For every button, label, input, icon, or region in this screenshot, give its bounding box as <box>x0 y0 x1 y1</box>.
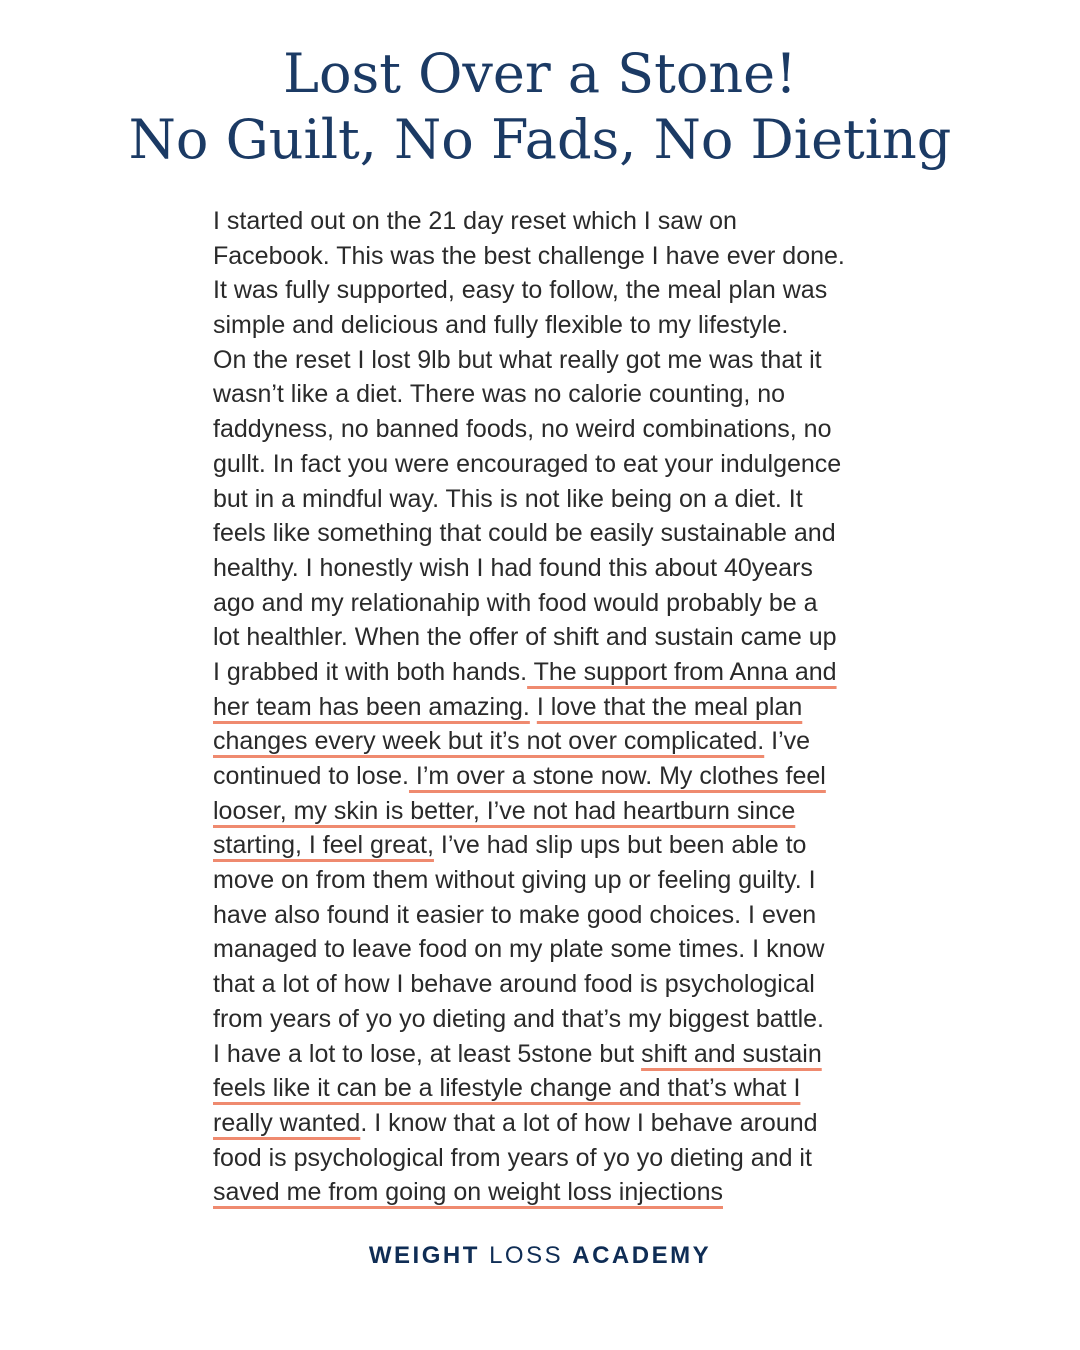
testimonial-text: On the reset I lost 9lb but what really got me was that it <box>213 345 822 374</box>
testimonial-text <box>530 693 537 721</box>
testimonial-text: Facebook. This was the best challenge I have ever done. <box>213 241 845 270</box>
testimonial-line <box>213 377 953 412</box>
highlighted-text: saved me from going on weight loss injections <box>213 1178 723 1207</box>
highlighted-text: looser, my skin is better, I’ve not had heartburn since <box>213 796 796 825</box>
testimonial-line <box>213 482 953 517</box>
testimonial-text: feels like something that could be easily sustainable and <box>213 519 836 548</box>
brand-logo <box>0 1240 1080 1272</box>
testimonial-text: wasn’t like a diet. There was no calorie counting, no <box>213 380 786 409</box>
brand-word-loss: LOSS <box>489 1242 564 1269</box>
testimonial-line <box>213 794 953 829</box>
testimonial-line <box>213 759 953 794</box>
headline-line-1: Lost Over a Stone! <box>283 42 797 105</box>
highlighted-text: changes every week but it’s not over complicated. <box>213 727 765 756</box>
highlighted-text: I’m over a stone now. My clothes feel <box>408 762 826 790</box>
highlighted-text: I love that the meal plan <box>536 692 803 721</box>
highlighted-text: The support from Anna and <box>527 657 837 686</box>
testimonial-line <box>213 551 953 586</box>
testimonial-text: faddyness, no banned foods, no weird combinations, no <box>213 415 832 444</box>
testimonial-text: move on from them without giving up or feeling guilty. I <box>213 866 816 895</box>
highlighted-text: her team has been amazing. <box>213 692 530 721</box>
testimonial-text: have also found it easier to make good choices. I even <box>213 900 817 929</box>
testimonial-line <box>213 516 953 551</box>
testimonial-text: I have a lot to lose, at least 5stone but <box>213 1039 642 1068</box>
testimonial-line <box>213 1071 953 1106</box>
testimonial-line <box>213 828 953 863</box>
testimonial-line <box>213 1106 953 1141</box>
testimonial-text: healthy. I honestly wish I had found this about 40years <box>213 553 813 582</box>
testimonial-text: . I know that a lot of how I behave around <box>360 1108 818 1137</box>
testimonial-line <box>213 690 953 725</box>
testimonial-text: that a lot of how I behave around food is psychological <box>213 970 815 999</box>
highlighted-text: starting, I feel great, <box>213 831 434 860</box>
testimonial-line <box>213 586 953 621</box>
brand-word-academy: ACADEMY <box>572 1242 712 1269</box>
testimonial-line <box>213 1037 953 1072</box>
testimonial-line <box>213 239 953 274</box>
testimonial-text: gullt. In fact you were encouraged to eat your indulgence <box>213 449 842 478</box>
testimonial-line <box>213 967 953 1002</box>
testimonial-text: from years of yo yo dieting and that’s my biggest battle. <box>213 1004 824 1033</box>
testimonial-text: I grabbed it with both hands. <box>213 657 528 686</box>
testimonial-line <box>213 863 953 898</box>
testimonial-text: I’ve had slip ups but been able to <box>433 831 807 860</box>
testimonial-text: continued to lose. <box>213 762 409 790</box>
testimonial-text: food is psychological from years of yo yo dieting and it <box>213 1143 812 1172</box>
testimonial-text: lot healthler. When the offer of shift and sustain came up <box>213 623 837 652</box>
testimonial-line <box>213 273 953 308</box>
highlighted-text: really wanted <box>213 1108 361 1137</box>
testimonial-line <box>213 932 953 967</box>
testimonial-body <box>213 204 953 1210</box>
testimonial-line <box>213 343 953 378</box>
testimonial-text: I started out on the 21 day reset which I saw on <box>213 207 737 235</box>
highlighted-text: feels like it can be a lifestyle change and that’s what I <box>213 1074 801 1103</box>
headline-line-2: No Guilt, No Fads, No Dieting <box>128 108 952 171</box>
testimonial-text: simple and delicious and fully flexible to my lifestyle. <box>213 311 789 340</box>
testimonial-line <box>213 447 953 482</box>
testimonial-line <box>213 412 953 447</box>
testimonial-line <box>213 1141 953 1176</box>
testimonial-text: It was fully supported, easy to follow, the meal plan was <box>213 276 828 305</box>
testimonial-line <box>213 1002 953 1037</box>
highlighted-text: shift and sustain <box>641 1039 822 1068</box>
testimonial-text: ago and my relationahip with food would probably be a <box>213 588 818 617</box>
testimonial-text: managed to leave food on my plate some times. I know <box>213 935 825 964</box>
testimonial-line <box>213 308 953 343</box>
testimonial-line <box>213 620 953 655</box>
testimonial-text: I’ve <box>764 727 811 756</box>
testimonial-text: but in a mindful way. This is not like being on a diet. It <box>213 484 803 513</box>
testimonial-line <box>213 1175 953 1210</box>
testimonial-line <box>213 898 953 933</box>
testimonial-line <box>213 724 953 759</box>
testimonial-line <box>213 204 953 239</box>
brand-word-weight: WEIGHT <box>368 1242 480 1269</box>
testimonial-line <box>213 655 953 690</box>
